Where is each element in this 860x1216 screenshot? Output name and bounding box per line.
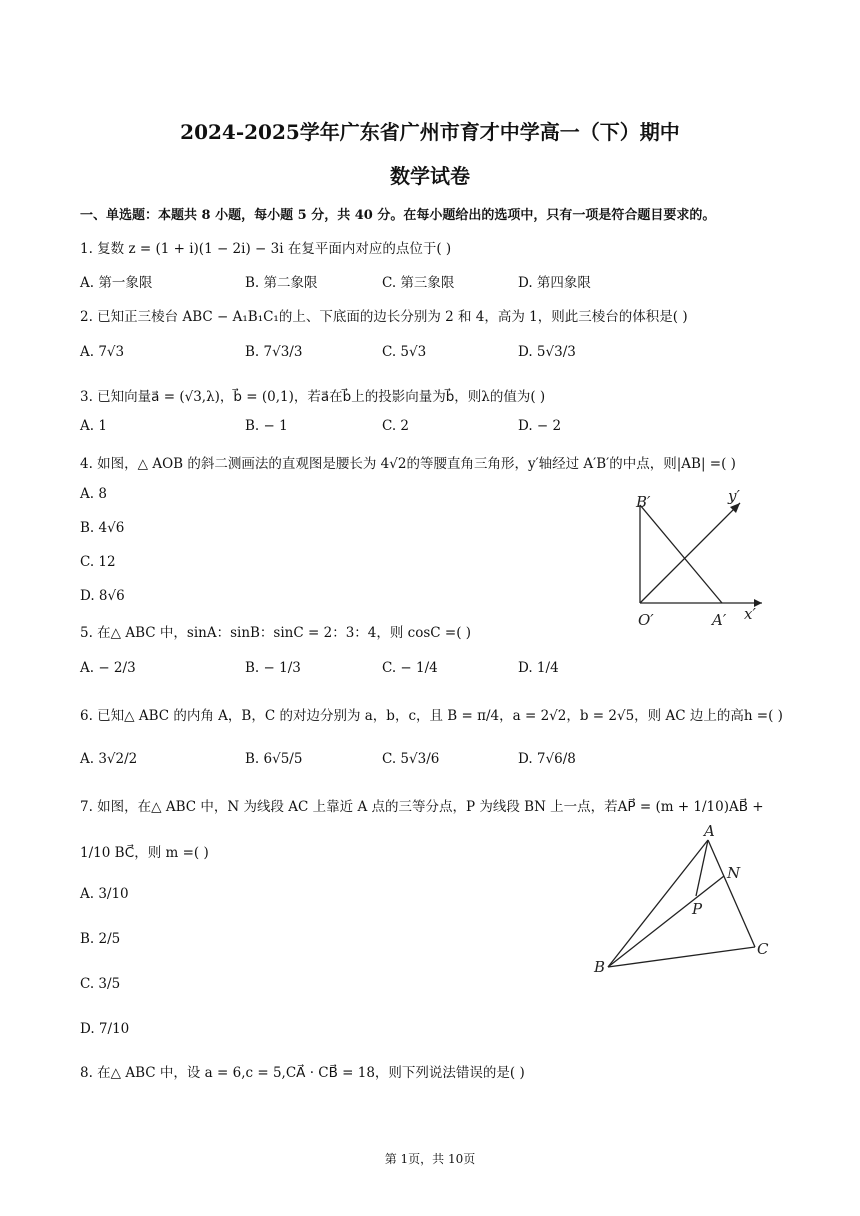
q2-option-b: B. 7√3/3 [245, 344, 303, 360]
page-footer: 第 1页，共 10页 [384, 1152, 476, 1166]
q6-option-a: A. 3√2/2 [80, 751, 138, 767]
fig4-label-b-prime: B′ [636, 493, 651, 511]
question-7-continued: 1/10 BC⃗，则 m =( ) [80, 845, 209, 861]
q5-option-b: B. − 1/3 [245, 660, 301, 676]
q3-option-a: A. 1 [80, 418, 107, 434]
q1-option-b: B. 第二象限 [245, 275, 318, 291]
q2-option-d: D. 5√3/3 [518, 344, 576, 360]
fig4-label-o-prime: O′ [638, 611, 654, 629]
q1-option-a: A. 第一象限 [80, 275, 153, 291]
fig4-label-a-prime: A′ [712, 611, 727, 629]
q3-option-b: B. − 1 [245, 418, 288, 434]
question-2: 2. 已知正三棱台 ABC − A₁B₁C₁的上、下底面的边长分别为 2 和 4，高为 1，则此三棱台的体积是( ) [80, 309, 688, 325]
q5-option-d: D. 1/4 [518, 660, 559, 676]
question-1: 1. 复数 z = (1 + i)(1 − 2i) − 3i 在复平面内对应的点位于( ) [80, 241, 452, 257]
q3-option-d: D. − 2 [518, 418, 562, 434]
fig4-label-x-prime: x′ [744, 605, 756, 623]
fig7-label-b: B [594, 958, 606, 976]
q5-option-a: A. − 2/3 [80, 660, 136, 676]
q5-option-c: C. − 1/4 [382, 660, 438, 676]
figure-q4-diagram [620, 485, 780, 635]
q4-option-b: B. 4√6 [80, 520, 125, 536]
q4-option-c: C. 12 [80, 554, 116, 570]
fig7-label-c: C [757, 940, 769, 958]
question-8: 8. 在△ ABC 中，设 a = 6,c = 5,CA⃗ · CB⃗ = 18，则下列说法错误的是( ) [80, 1065, 525, 1081]
q1-option-c: C. 第三象限 [382, 275, 455, 291]
q7-option-c: C. 3/5 [80, 976, 121, 992]
fig7-label-p: P [692, 900, 703, 918]
q7-option-d: D. 7/10 [80, 1021, 130, 1037]
q6-option-b: B. 6√5/5 [245, 751, 303, 767]
fig7-label-n: N [727, 864, 741, 882]
question-7: 7. 如图，在△ ABC 中，N 为线段 AC 上靠近 A 点的三等分点，P 为线段 BN 上一点，若AP⃗ = (m + 1/10)AB⃗ + [80, 799, 764, 815]
q6-option-c: C. 5√3/6 [382, 751, 440, 767]
page-title: 2024-2025学年广东省广州市育才中学高一（下）期中 [180, 120, 680, 144]
q1-option-d: D. 第四象限 [518, 275, 591, 291]
question-4: 4. 如图，△ AOB 的斜二测画法的直观图是腰长为 4√2的等腰直角三角形，y′轴经过 A′B′的中点，则|AB| =( ) [80, 456, 736, 472]
question-3: 3. 已知向量a⃗ = (√3,λ)，b⃗ = (0,1)，若a⃗在b⃗上的投影向量为b⃗，则λ的值为( ) [80, 389, 546, 405]
question-5: 5. 在△ ABC 中，sinA：sinB：sinC = 2：3：4，则 cosC =( ) [80, 625, 472, 641]
q4-option-a: A. 8 [80, 486, 107, 502]
fig4-label-y-prime: y′ [728, 487, 740, 505]
section-heading: 一、单选题：本题共 8 小题，每小题 5 分，共 40 分。在每小题给出的选项中，只有一项是符合题目要求的。 [80, 208, 716, 223]
question-6: 6. 已知△ ABC 的内角 A，B，C 的对边分别为 a，b，c，且 B = π/4，a = 2√2，b = 2√5，则 AC 边上的高h =( ) [80, 708, 783, 724]
q4-option-d: D. 8√6 [80, 588, 125, 604]
figure-q7-diagram [590, 822, 780, 982]
fig7-label-a: A [704, 822, 715, 840]
q2-option-c: C. 5√3 [382, 344, 427, 360]
q7-option-b: B. 2/5 [80, 931, 121, 947]
q3-option-c: C. 2 [382, 418, 410, 434]
page-subtitle: 数学试卷 [390, 164, 470, 188]
q6-option-d: D. 7√6/8 [518, 751, 576, 767]
q7-option-a: A. 3/10 [80, 886, 129, 902]
q2-option-a: A. 7√3 [80, 344, 125, 360]
